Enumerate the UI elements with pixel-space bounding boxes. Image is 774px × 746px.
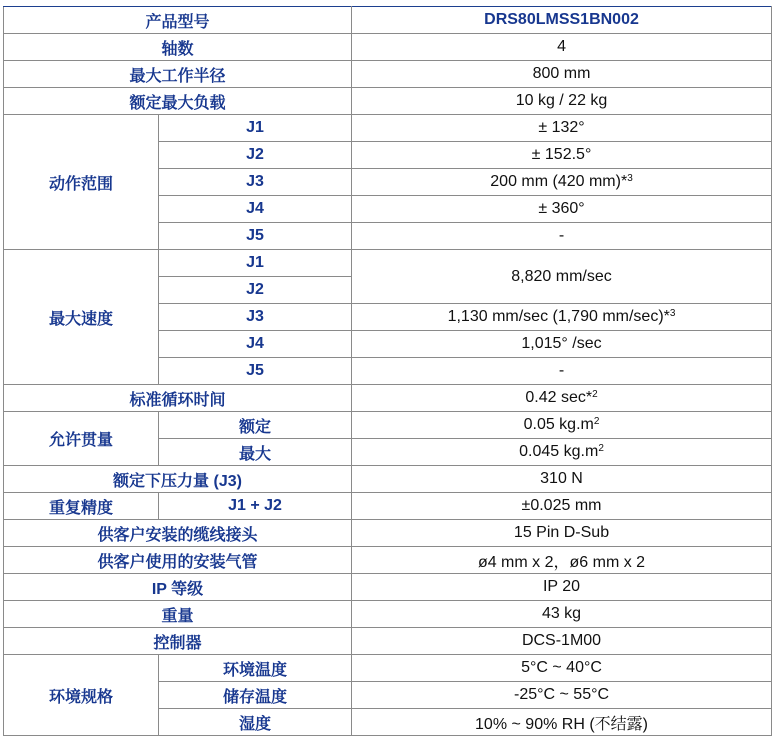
row-model: [4, 7, 772, 34]
cycle-time-value: [352, 385, 772, 412]
env-humidity-label: 湿度: [159, 709, 352, 736]
cycle-time-text: 0.42 sec*: [525, 389, 593, 406]
controller-value: DCS-1M00: [352, 628, 772, 655]
weight-value: 43 kg: [352, 601, 772, 628]
speed-axis-j4: J4: [159, 331, 352, 358]
model-label: 产品型号: [4, 7, 352, 34]
motion-axis-j4: J4: [159, 196, 352, 223]
model-value: DRS80LMSS1BN002: [352, 7, 772, 34]
speed-value-j3-note: 3: [669, 308, 676, 319]
motion-axis-j1: J1: [159, 115, 352, 142]
motion-value-j1: ± 132°: [352, 115, 772, 142]
motion-axis-j3: J3: [159, 169, 352, 196]
speed-axis-j3: J3: [159, 304, 352, 331]
row-air-tube: [4, 547, 772, 574]
weight-label: 重量: [4, 601, 352, 628]
speed-axis-j5: J5: [159, 358, 352, 385]
env-storage-value: -25°C ~ 55°C: [352, 682, 772, 709]
inertia-rated-sup: 2: [593, 416, 600, 427]
row-motion-j1: [4, 115, 772, 142]
axes-label: 轴数: [4, 34, 352, 61]
speed-value-j4: 1,015° /sec: [352, 331, 772, 358]
axes-value: 4: [352, 34, 772, 61]
motion-value-j2: ± 152.5°: [352, 142, 772, 169]
row-controller: [4, 628, 772, 655]
inertia-rated-value: [352, 412, 772, 439]
inertia-rated-text: 0.05 kg.m: [523, 416, 594, 433]
row-axes: [4, 34, 772, 61]
inertia-max-value: [352, 439, 772, 466]
ip-rating-value: IP 20: [352, 574, 772, 601]
row-cycle-time: [4, 385, 772, 412]
payload-label: 额定最大负载: [4, 88, 352, 115]
motion-value-j3-note: 3: [627, 173, 633, 184]
cable-connector-label: 供客户安装的缆线接头: [4, 520, 352, 547]
row-max-radius: [4, 61, 772, 88]
inertia-max-text: 0.045 kg.m: [519, 443, 599, 460]
env-humidity-value: 10% ~ 90% RH (不结露): [352, 709, 772, 736]
max-radius-value: 800 mm: [352, 61, 772, 88]
ip-rating-label: IP 等级: [4, 574, 352, 601]
speed-value-j1-j2: 8,820 mm/sec: [352, 250, 772, 304]
row-weight: [4, 601, 772, 628]
inertia-max-sup: 2: [598, 443, 604, 454]
motion-value-j5: -: [352, 223, 772, 250]
environment-label: 环境规格: [4, 655, 159, 736]
env-storage-label: 储存温度: [159, 682, 352, 709]
speed-value-j5: -: [352, 358, 772, 385]
motion-axis-j5: J5: [159, 223, 352, 250]
speed-value-j3: [352, 304, 772, 331]
pressing-force-label: 额定下压力量 (J3): [4, 466, 352, 493]
motion-value-j4: ± 360°: [352, 196, 772, 223]
env-ambient-label: 环境温度: [159, 655, 352, 682]
max-speed-label: 最大速度: [4, 250, 159, 385]
row-ip-rating: [4, 574, 772, 601]
motion-range-label: 动作范围: [4, 115, 159, 250]
controller-label: 控制器: [4, 628, 352, 655]
air-tube-value: ø4 mm x 2，ø6 mm x 2: [352, 547, 772, 574]
payload-value: 10 kg / 22 kg: [352, 88, 772, 115]
speed-axis-j2: J2: [159, 277, 352, 304]
pressing-force-value: 310 N: [352, 466, 772, 493]
inertia-rated-label: 额定: [159, 412, 352, 439]
spec-table: [3, 6, 772, 736]
row-inertia-rated: [4, 412, 772, 439]
repeatability-label: 重复精度: [4, 493, 159, 520]
row-env-ambient: [4, 655, 772, 682]
cable-connector-value: 15 Pin D-Sub: [352, 520, 772, 547]
motion-value-j3: [352, 169, 772, 196]
inertia-max-label: 最大: [159, 439, 352, 466]
motion-value-j3-text: 200 mm (420 mm)*: [490, 173, 628, 190]
cycle-time-note: 2: [592, 389, 598, 400]
inertia-label: 允许贯量: [4, 412, 159, 466]
repeatability-value: ±0.025 mm: [352, 493, 772, 520]
speed-axis-j1: J1: [159, 250, 352, 277]
env-ambient-value: 5°C ~ 40°C: [352, 655, 772, 682]
air-tube-label: 供客户使用的安装气管: [4, 547, 352, 574]
speed-value-j3-text: 1,130 mm/sec (1,790 mm/sec)*: [447, 308, 670, 325]
motion-axis-j2: J2: [159, 142, 352, 169]
row-repeatability: [4, 493, 772, 520]
row-speed-j1: [4, 250, 772, 277]
row-payload: [4, 88, 772, 115]
repeatability-sub: J1 + J2: [159, 493, 352, 520]
row-pressing-force: [4, 466, 772, 493]
cycle-time-label: 标准循环时间: [4, 385, 352, 412]
row-cable-connector: [4, 520, 772, 547]
max-radius-label: 最大工作半径: [4, 61, 352, 88]
